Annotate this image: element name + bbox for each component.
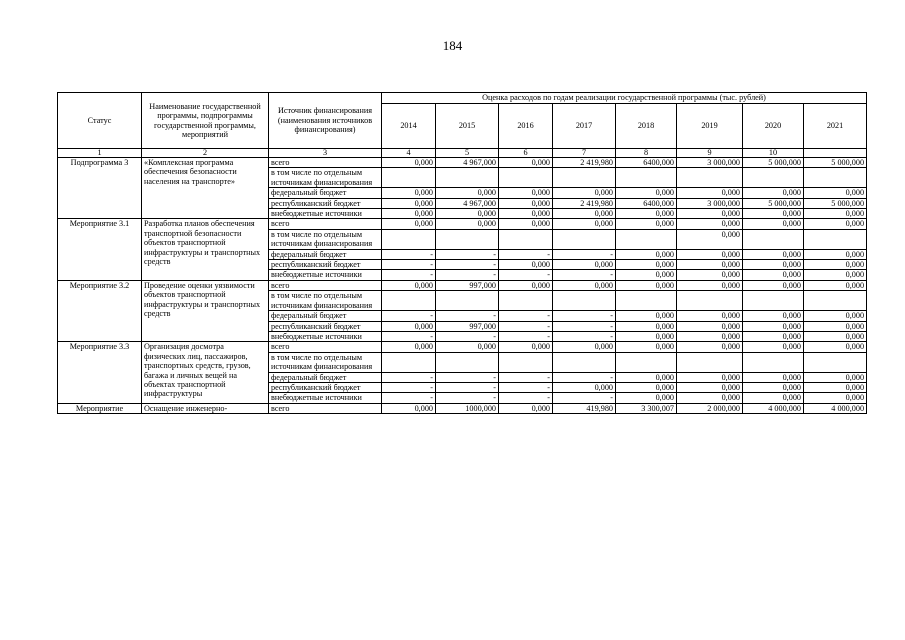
value-cell: 0,000: [743, 188, 804, 198]
value-cell: 0,000: [553, 280, 616, 290]
value-cell: -: [436, 270, 499, 280]
status-cell: Подпрограмма 3: [58, 158, 142, 219]
value-cell: 0,000: [677, 260, 743, 270]
value-cell: 0,000: [616, 342, 677, 352]
value-cell: -: [382, 270, 436, 280]
value-cell: 0,000: [382, 280, 436, 290]
value-cell: 0,000: [382, 158, 436, 168]
value-cell: -: [553, 321, 616, 331]
value-cell: 4 000,000: [804, 403, 867, 413]
value-cell: 6400,000: [616, 198, 677, 208]
value-cell: 0,000: [436, 188, 499, 198]
value-cell: 0,000: [382, 219, 436, 229]
value-cell: 2 419,980: [553, 158, 616, 168]
value-cell: -: [382, 372, 436, 382]
value-cell: 0,000: [677, 209, 743, 219]
value-cell: -: [382, 311, 436, 321]
value-cell: -: [553, 372, 616, 382]
value-cell: 0,000: [616, 280, 677, 290]
value-cell: [743, 229, 804, 249]
column-number: 1: [58, 149, 142, 158]
value-cell: 0,000: [804, 321, 867, 331]
value-cell: 3 000,000: [677, 198, 743, 208]
value-cell: -: [553, 311, 616, 321]
value-cell: 0,000: [804, 331, 867, 341]
value-cell: 4 967,000: [436, 198, 499, 208]
header-estimate: Оценка расходов по годам реализации государственной программы (тыс. рублей): [382, 93, 867, 104]
value-cell: 0,000: [743, 342, 804, 352]
value-cell: -: [499, 372, 553, 382]
column-number: [804, 149, 867, 158]
header-status: Статус: [58, 93, 142, 149]
header-name: Наименование государственной программы, подпрограммы государственной программы, мероприятий: [142, 93, 269, 149]
value-cell: 0,000: [743, 321, 804, 331]
value-cell: [804, 229, 867, 249]
value-cell: -: [553, 393, 616, 403]
value-cell: [553, 352, 616, 372]
status-cell: Мероприятие 3.2: [58, 280, 142, 341]
value-cell: 0,000: [804, 209, 867, 219]
value-cell: 0,000: [677, 219, 743, 229]
value-cell: 0,000: [499, 219, 553, 229]
value-cell: 0,000: [553, 260, 616, 270]
value-cell: 0,000: [677, 342, 743, 352]
value-cell: 0,000: [804, 372, 867, 382]
funding-source-cell: федеральный бюджет: [269, 249, 382, 259]
value-cell: -: [436, 382, 499, 392]
header-year: 2014: [382, 104, 436, 149]
value-cell: 0,000: [382, 403, 436, 413]
header-year: 2018: [616, 104, 677, 149]
value-cell: [804, 291, 867, 311]
value-cell: 0,000: [382, 198, 436, 208]
column-number: 7: [553, 149, 616, 158]
value-cell: 0,000: [553, 382, 616, 392]
value-cell: [677, 352, 743, 372]
value-cell: 0,000: [616, 270, 677, 280]
value-cell: 0,000: [499, 342, 553, 352]
column-number: 8: [616, 149, 677, 158]
value-cell: 0,000: [804, 270, 867, 280]
value-cell: 0,000: [743, 331, 804, 341]
value-cell: 0,000: [743, 382, 804, 392]
column-number: 4: [382, 149, 436, 158]
column-number: 6: [499, 149, 553, 158]
value-cell: [743, 352, 804, 372]
header-year: 2016: [499, 104, 553, 149]
column-number: 9: [677, 149, 743, 158]
program-name-cell: Разработка планов обеспечения транспортной безопасности объектов транспортной инфраструктуры и транспортных средств: [142, 219, 269, 280]
header-year: 2020: [743, 104, 804, 149]
value-cell: [743, 291, 804, 311]
value-cell: -: [553, 331, 616, 341]
value-cell: 0,000: [499, 280, 553, 290]
funding-source-cell: всего: [269, 342, 382, 352]
value-cell: [436, 168, 499, 188]
funding-source-cell: всего: [269, 158, 382, 168]
value-cell: [553, 291, 616, 311]
value-cell: -: [382, 249, 436, 259]
value-cell: 997,000: [436, 280, 499, 290]
header-year: 2019: [677, 104, 743, 149]
value-cell: -: [499, 331, 553, 341]
funding-source-cell: республиканский бюджет: [269, 198, 382, 208]
value-cell: 0,000: [553, 342, 616, 352]
funding-source-cell: республиканский бюджет: [269, 382, 382, 392]
value-cell: -: [436, 249, 499, 259]
program-name-cell: Организация досмотра физических лиц, пассажиров, транспортных средств, грузов, багажа и личных вещей на объектах транспортной инфраструктуры: [142, 342, 269, 403]
value-cell: -: [436, 331, 499, 341]
value-cell: 0,000: [677, 382, 743, 392]
funding-source-cell: в том числе по отдельным источникам финансирования: [269, 168, 382, 188]
column-number: 10: [743, 149, 804, 158]
value-cell: 0,000: [499, 260, 553, 270]
value-cell: 2 000,000: [677, 403, 743, 413]
column-number: 5: [436, 149, 499, 158]
value-cell: [743, 168, 804, 188]
funding-source-cell: всего: [269, 280, 382, 290]
value-cell: [499, 291, 553, 311]
funding-source-cell: в том числе по отдельным источникам финансирования: [269, 291, 382, 311]
value-cell: [616, 229, 677, 249]
value-cell: 0,000: [804, 280, 867, 290]
value-cell: -: [499, 321, 553, 331]
value-cell: 0,000: [382, 321, 436, 331]
value-cell: -: [436, 311, 499, 321]
value-cell: 419,980: [553, 403, 616, 413]
value-cell: 0,000: [616, 260, 677, 270]
value-cell: 0,000: [616, 321, 677, 331]
funding-source-cell: внебюджетные источники: [269, 209, 382, 219]
program-name-cell: «Комплексная программа обеспечения безопасности населения на транспорте»: [142, 158, 269, 219]
funding-source-cell: внебюджетные источники: [269, 270, 382, 280]
value-cell: 0,000: [743, 260, 804, 270]
funding-source-cell: федеральный бюджет: [269, 372, 382, 382]
value-cell: 0,000: [743, 209, 804, 219]
value-cell: 0,000: [743, 270, 804, 280]
value-cell: 0,000: [804, 249, 867, 259]
value-cell: -: [499, 393, 553, 403]
column-number: 2: [142, 149, 269, 158]
value-cell: 0,000: [743, 372, 804, 382]
value-cell: 5 000,000: [743, 158, 804, 168]
value-cell: 2 419,980: [553, 198, 616, 208]
value-cell: 0,000: [677, 331, 743, 341]
value-cell: 0,000: [499, 198, 553, 208]
funding-source-cell: республиканский бюджет: [269, 321, 382, 331]
value-cell: 0,000: [743, 311, 804, 321]
value-cell: [553, 168, 616, 188]
value-cell: 0,000: [499, 158, 553, 168]
value-cell: 0,000: [677, 270, 743, 280]
funding-source-cell: в том числе по отдельным источникам финансирования: [269, 352, 382, 372]
funding-source-cell: в том числе по отдельным источникам финансирования: [269, 229, 382, 249]
value-cell: [382, 229, 436, 249]
value-cell: 4 000,000: [743, 403, 804, 413]
value-cell: 0,000: [436, 219, 499, 229]
value-cell: -: [382, 260, 436, 270]
value-cell: 5 000,000: [804, 198, 867, 208]
value-cell: 0,000: [743, 393, 804, 403]
value-cell: -: [436, 372, 499, 382]
table-row: [58, 280, 867, 290]
value-cell: 6400,000: [616, 158, 677, 168]
value-cell: 0,000: [616, 372, 677, 382]
value-cell: 0,000: [677, 372, 743, 382]
program-name-cell: Проведение оценки уязвимости объектов транспортной инфраструктуры и транспортных средств: [142, 280, 269, 341]
value-cell: 0,000: [499, 188, 553, 198]
value-cell: 0,000: [616, 393, 677, 403]
value-cell: 3 000,000: [677, 158, 743, 168]
value-cell: [436, 229, 499, 249]
value-cell: [436, 352, 499, 372]
value-cell: 997,000: [436, 321, 499, 331]
funding-source-cell: внебюджетные источники: [269, 331, 382, 341]
value-cell: 0,000: [382, 188, 436, 198]
value-cell: [553, 229, 616, 249]
value-cell: 0,000: [677, 321, 743, 331]
value-cell: 0,000: [616, 382, 677, 392]
budget-table: [57, 92, 867, 414]
value-cell: 0,000: [804, 188, 867, 198]
value-cell: -: [436, 393, 499, 403]
value-cell: -: [553, 249, 616, 259]
funding-source-cell: внебюджетные источники: [269, 393, 382, 403]
value-cell: 0,000: [553, 209, 616, 219]
funding-source-cell: федеральный бюджет: [269, 188, 382, 198]
value-cell: 0,000: [382, 209, 436, 219]
value-cell: -: [553, 270, 616, 280]
value-cell: [677, 291, 743, 311]
value-cell: 0,000: [436, 342, 499, 352]
header-year: 2021: [804, 104, 867, 149]
value-cell: -: [382, 331, 436, 341]
value-cell: 0,000: [499, 209, 553, 219]
table-row: [58, 403, 867, 413]
header-source: Источник финансирования (наименования источников финансирования): [269, 93, 382, 149]
value-cell: 0,000: [616, 188, 677, 198]
value-cell: 0,000: [804, 382, 867, 392]
value-cell: 0,000: [553, 219, 616, 229]
value-cell: 1000,000: [436, 403, 499, 413]
value-cell: 0,000: [499, 403, 553, 413]
funding-source-cell: федеральный бюджет: [269, 311, 382, 321]
value-cell: 0,000: [743, 249, 804, 259]
value-cell: 0,000: [553, 188, 616, 198]
value-cell: 5 000,000: [743, 198, 804, 208]
value-cell: 0,000: [616, 331, 677, 341]
value-cell: 0,000: [677, 393, 743, 403]
value-cell: [616, 168, 677, 188]
funding-source-cell: всего: [269, 219, 382, 229]
value-cell: [499, 229, 553, 249]
value-cell: -: [499, 311, 553, 321]
value-cell: [499, 352, 553, 372]
table-row: [58, 158, 867, 168]
status-cell: Мероприятие 3.3: [58, 342, 142, 403]
value-cell: 0,000: [616, 311, 677, 321]
value-cell: [677, 168, 743, 188]
value-cell: 0,000: [743, 280, 804, 290]
value-cell: -: [499, 270, 553, 280]
value-cell: 0,000: [677, 188, 743, 198]
value-cell: -: [436, 260, 499, 270]
value-cell: [499, 168, 553, 188]
value-cell: 0,000: [677, 311, 743, 321]
value-cell: [382, 291, 436, 311]
value-cell: [436, 291, 499, 311]
value-cell: 3 300,007: [616, 403, 677, 413]
value-cell: 0,000: [616, 209, 677, 219]
value-cell: 0,000: [804, 393, 867, 403]
value-cell: 0,000: [677, 249, 743, 259]
value-cell: 0,000: [804, 260, 867, 270]
value-cell: 4 967,000: [436, 158, 499, 168]
status-cell: Мероприятие 3.1: [58, 219, 142, 280]
value-cell: [616, 352, 677, 372]
value-cell: 0,000: [804, 311, 867, 321]
value-cell: [616, 291, 677, 311]
value-cell: 0,000: [804, 342, 867, 352]
value-cell: 0,000: [743, 219, 804, 229]
value-cell: [382, 352, 436, 372]
value-cell: [804, 168, 867, 188]
value-cell: 0,000: [804, 219, 867, 229]
program-name-cell: Оснащение инженерно-: [142, 403, 269, 413]
table-body: [58, 158, 867, 414]
value-cell: 0,000: [616, 249, 677, 259]
header-year: 2015: [436, 104, 499, 149]
page-number: 184: [442, 38, 463, 53]
value-cell: -: [382, 393, 436, 403]
value-cell: -: [382, 382, 436, 392]
value-cell: 5 000,000: [804, 158, 867, 168]
value-cell: -: [499, 249, 553, 259]
value-cell: 0,000: [616, 219, 677, 229]
column-number-row: [58, 149, 867, 158]
header-year: 2017: [553, 104, 616, 149]
value-cell: 0,000: [382, 342, 436, 352]
value-cell: [382, 168, 436, 188]
column-number: 3: [269, 149, 382, 158]
value-cell: 0,000: [677, 280, 743, 290]
funding-source-cell: республиканский бюджет: [269, 260, 382, 270]
status-cell: Мероприятие: [58, 403, 142, 413]
value-cell: 0,000: [677, 229, 743, 249]
value-cell: 0,000: [436, 209, 499, 219]
table-row: [58, 219, 867, 229]
table-row: [58, 342, 867, 352]
value-cell: [804, 352, 867, 372]
funding-source-cell: всего: [269, 403, 382, 413]
value-cell: -: [499, 382, 553, 392]
